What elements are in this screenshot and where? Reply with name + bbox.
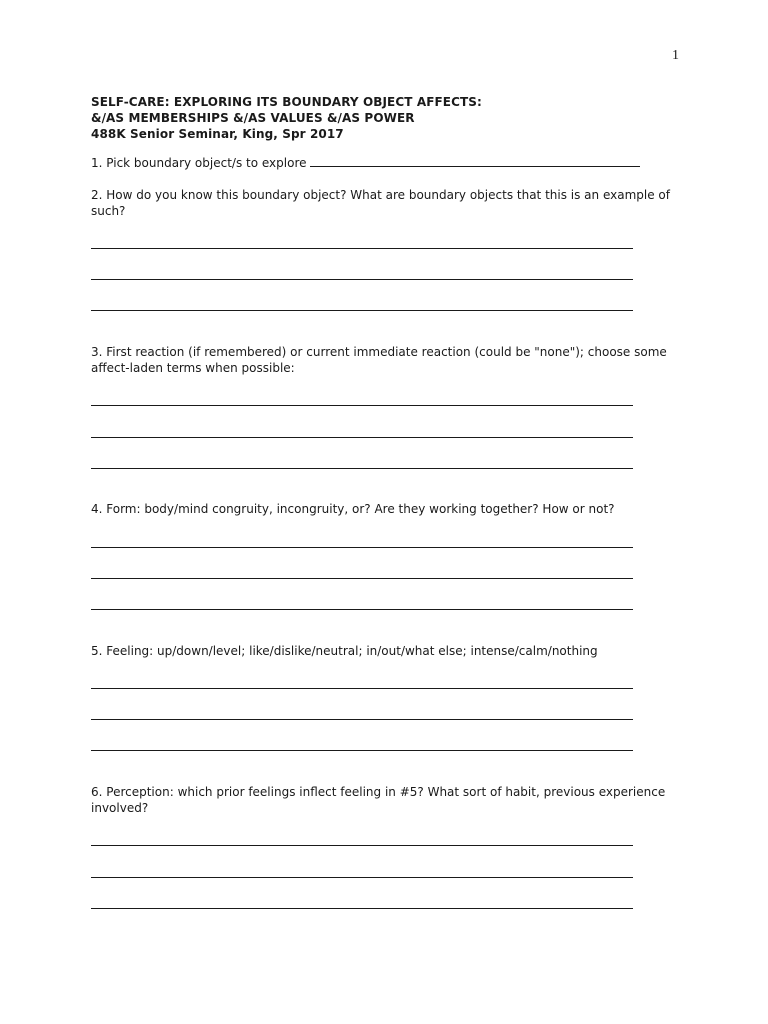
page-number: 1: [672, 48, 679, 63]
question-5-answer-line[interactable]: [91, 750, 633, 751]
header-title: SELF-CARE: EXPLORING ITS BOUNDARY OBJECT AFFECTS:: [91, 95, 482, 109]
question-6-text: 6. Perception: which prior feelings inflect feeling in #5? What sort of habit, previous experience involved?: [91, 785, 666, 815]
question-3-answer-line[interactable]: [91, 437, 633, 438]
question-4-answer-line[interactable]: [91, 578, 633, 579]
header-subtitle: &/AS MEMBERSHIPS &/AS VALUES &/AS POWER: [91, 111, 415, 125]
question-3-text: 3. First reaction (if remembered) or current immediate reaction (could be "none"); choose some affect-laden terms when possible:: [91, 345, 667, 375]
question-4-answer-line[interactable]: [91, 609, 633, 610]
question-2-answer-line[interactable]: [91, 279, 633, 280]
question-6-answer-line[interactable]: [91, 908, 633, 909]
header-course: 488K Senior Seminar, King, Spr 2017: [91, 127, 344, 141]
worksheet-header: [91, 94, 482, 142]
question-4-text: 4. Form: body/mind congruity, incongruity, or? Are they working together? How or not?: [91, 502, 615, 516]
question-1: [91, 155, 671, 171]
question-3-answer-line[interactable]: [91, 405, 633, 406]
question-6-answer-line[interactable]: [91, 877, 633, 878]
question-6-answer-line[interactable]: [91, 845, 633, 846]
question-1-text: 1. Pick boundary object/s to explore: [91, 156, 307, 170]
question-4-answer-line[interactable]: [91, 547, 633, 548]
question-5-text: 5. Feeling: up/down/level; like/dislike/neutral; in/out/what else; intense/calm/nothing: [91, 644, 598, 658]
question-1-answer-blank[interactable]: [310, 155, 640, 167]
question-2-text: 2. How do you know this boundary object? What are boundary objects that this is an example of such?: [91, 188, 670, 218]
question-2-answer-line[interactable]: [91, 310, 633, 311]
question-3-answer-line[interactable]: [91, 468, 633, 469]
question-5-answer-line[interactable]: [91, 719, 633, 720]
question-5-answer-line[interactable]: [91, 688, 633, 689]
question-2-answer-line[interactable]: [91, 248, 633, 249]
